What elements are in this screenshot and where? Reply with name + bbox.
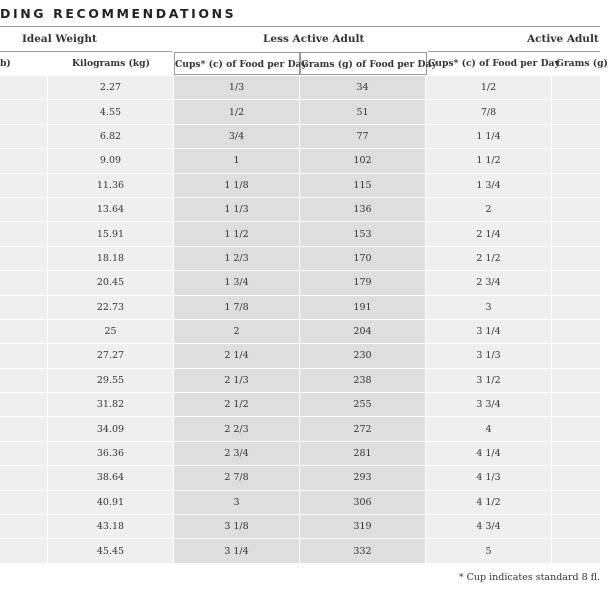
group-header-less-active-adult: Less Active Adult [263,33,365,45]
active-grams-cell [552,271,600,295]
less-active-cups-cell: 1 1/2 [174,222,300,246]
pounds-cell [0,198,48,222]
less-active-cups-cell: 1 7/8 [174,296,300,320]
active-cups-cell: 1 1/4 [426,125,552,149]
less-active-cups-cell: 1 3/4 [174,271,300,295]
column-header-less-active-cups: Cups* (c) of Food per Day [174,52,300,75]
active-grams-cell [552,174,600,198]
active-cups-cell: 4 1/4 [426,442,552,466]
kilograms-cell: 38.64 [48,466,174,490]
pounds-cell [0,466,48,490]
pounds-cell [0,369,48,393]
active-grams-cell [552,296,600,320]
active-grams-cell [552,466,600,490]
pounds-cell [0,247,48,271]
less-active-cups-cell: 2 [174,320,300,344]
pounds-cell [0,417,48,441]
column-header-active-cups: Cups* (c) of Food per Day [428,58,560,69]
active-grams-cell [552,125,600,149]
less-active-cups-cell: 3 1/8 [174,515,300,539]
active-cups-cell: 5 [426,539,552,563]
less-active-cups-cell: 2 7/8 [174,466,300,490]
pounds-cell [0,174,48,198]
less-active-cups-cell: 1/2 [174,100,300,124]
less-active-cups-cell: 1 2/3 [174,247,300,271]
less-active-cups-cell: 2 1/2 [174,393,300,417]
column-header-pounds: b) [0,58,11,69]
active-grams-cell [552,393,600,417]
pounds-cell [0,515,48,539]
pounds-cell [0,296,48,320]
pounds-cell [0,76,48,100]
less-active-cups-cell: 2 1/3 [174,369,300,393]
kilograms-cell: 31.82 [48,393,174,417]
active-cups-cell: 4 1/3 [426,466,552,490]
pounds-cell [0,222,48,246]
active-cups-cell: 3 1/2 [426,369,552,393]
active-grams-cell [552,100,600,124]
less-active-cups-cell: 1 1/3 [174,198,300,222]
less-active-grams-cell: 293 [300,466,426,490]
active-cups-cell: 4 [426,417,552,441]
less-active-grams-cell: 170 [300,247,426,271]
pounds-cell [0,271,48,295]
kilograms-cell: 15.91 [48,222,174,246]
less-active-grams-cell: 238 [300,369,426,393]
pounds-cell [0,344,48,368]
footnote: * Cup indicates standard 8 fl. [458,572,600,583]
active-cups-cell: 1/2 [426,76,552,100]
less-active-grams-cell: 191 [300,296,426,320]
pounds-cell [0,491,48,515]
active-cups-cell: 7/8 [426,100,552,124]
less-active-cups-cell: 1/3 [174,76,300,100]
active-grams-cell [552,320,600,344]
pounds-cell [0,100,48,124]
active-cups-cell: 3 3/4 [426,393,552,417]
less-active-grams-cell: 115 [300,174,426,198]
less-active-grams-cell: 272 [300,417,426,441]
less-active-grams-cell: 255 [300,393,426,417]
kilograms-cell: 40.91 [48,491,174,515]
kilograms-cell: 43.18 [48,515,174,539]
less-active-grams-cell: 230 [300,344,426,368]
less-active-grams-cell: 136 [300,198,426,222]
less-active-grams-cell: 281 [300,442,426,466]
less-active-cups-cell: 3 [174,491,300,515]
active-cups-cell: 2 1/2 [426,247,552,271]
kilograms-cell: 9.09 [48,149,174,173]
less-active-cups-cell: 1 [174,149,300,173]
kilograms-cell: 11.36 [48,174,174,198]
less-active-cups-cell: 3/4 [174,125,300,149]
less-active-grams-cell: 77 [300,125,426,149]
pounds-cell [0,539,48,563]
less-active-cups-cell: 2 1/4 [174,344,300,368]
pounds-cell [0,393,48,417]
less-active-grams-cell: 306 [300,491,426,515]
column-header-kilograms: Kilograms (kg) [72,58,150,69]
less-active-cups-cell: 3 1/4 [174,539,300,563]
active-grams-cell [552,417,600,441]
kilograms-cell: 34.09 [48,417,174,441]
active-grams-cell [552,149,600,173]
kilograms-cell: 18.18 [48,247,174,271]
active-grams-cell [552,344,600,368]
active-cups-cell: 2 3/4 [426,271,552,295]
active-cups-cell: 3 [426,296,552,320]
title-divider [0,26,600,27]
active-cups-cell: 2 1/4 [426,222,552,246]
active-grams-cell [552,369,600,393]
active-cups-cell: 1 1/2 [426,149,552,173]
kilograms-cell: 13.64 [48,198,174,222]
kilograms-cell: 45.45 [48,539,174,563]
less-active-grams-cell: 204 [300,320,426,344]
active-cups-cell: 3 1/3 [426,344,552,368]
less-active-cups-cell: 2 2/3 [174,417,300,441]
less-active-grams-cell: 34 [300,76,426,100]
active-cups-cell: 2 [426,198,552,222]
kilograms-cell: 22.73 [48,296,174,320]
kilograms-cell: 2.27 [48,76,174,100]
page-title: DING RECOMMENDATIONS [0,6,237,21]
group-header-ideal-weight: Ideal Weight [22,33,97,45]
less-active-cups-cell: 1 1/8 [174,174,300,198]
group-header-active-adult: Active Adult [527,33,599,45]
column-header-active-grams: Grams (g) [556,58,608,69]
kilograms-cell: 25 [48,320,174,344]
active-grams-cell [552,198,600,222]
pounds-cell [0,442,48,466]
pounds-cell [0,149,48,173]
active-grams-cell [552,222,600,246]
less-active-grams-cell: 332 [300,539,426,563]
active-cups-cell: 4 1/2 [426,491,552,515]
column-header-less-active-grams: Grams (g) of Food per Day [300,52,427,75]
kilograms-cell: 29.55 [48,369,174,393]
active-grams-cell [552,491,600,515]
active-grams-cell [552,539,600,563]
less-active-grams-cell: 51 [300,100,426,124]
kilograms-cell: 6.82 [48,125,174,149]
kilograms-cell: 20.45 [48,271,174,295]
less-active-grams-cell: 102 [300,149,426,173]
less-active-cups-cell: 2 3/4 [174,442,300,466]
active-cups-cell: 3 1/4 [426,320,552,344]
kilograms-cell: 36.36 [48,442,174,466]
pounds-cell [0,320,48,344]
less-active-grams-cell: 153 [300,222,426,246]
kilograms-cell: 27.27 [48,344,174,368]
active-cups-cell: 1 3/4 [426,174,552,198]
active-grams-cell [552,247,600,271]
active-cups-cell: 4 3/4 [426,515,552,539]
less-active-grams-cell: 179 [300,271,426,295]
less-active-grams-cell: 319 [300,515,426,539]
active-grams-cell [552,442,600,466]
pounds-cell [0,125,48,149]
active-grams-cell [552,76,600,100]
kilograms-cell: 4.55 [48,100,174,124]
active-grams-cell [552,515,600,539]
